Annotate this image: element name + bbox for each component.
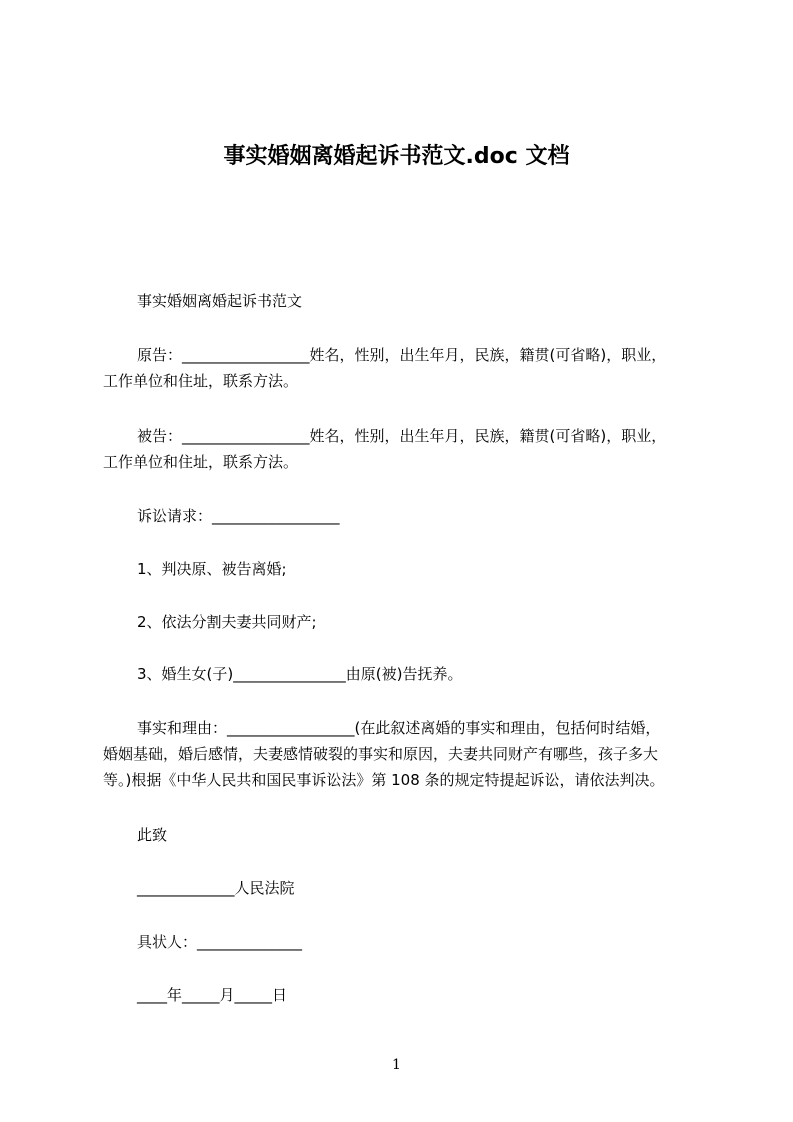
facts-line-1: 事实和理由：_________________(在此叙述离婚的事实和理由，包括何时结婚，: [137, 719, 661, 737]
court-line: _____________人民法院: [137, 879, 295, 897]
salutation: 此致: [137, 826, 168, 844]
page-number: 1: [392, 1057, 401, 1073]
petitioner-line: 具状人：______________: [137, 933, 303, 951]
section-heading: 事实婚姻离婚起诉书范文: [137, 292, 303, 310]
claims-label: 诉讼请求：_________________: [137, 507, 340, 525]
facts-line-3: 等。)根据《中华人民共和国民事诉讼法》第 108 条的规定特提起诉讼，请依法判决。: [103, 771, 665, 789]
claim-item: 2、依法分割夫妻共同财产;: [137, 613, 317, 631]
defendant-line-2: 工作单位和住址，联系方法。: [103, 453, 299, 471]
plaintiff-line-2: 工作单位和住址，联系方法。: [103, 372, 299, 390]
claim-item: 1、判决原、被告离婚;: [137, 560, 287, 578]
date-line: ____年_____月_____日: [137, 986, 288, 1004]
facts-paragraph: [103, 715, 697, 793]
document-title: 事实婚姻离婚起诉书范文.doc 文档: [223, 144, 570, 169]
defendant-line-1: 被告：_________________姓名，性别，出生年月，民族，籍贯(可省略)，职业，: [137, 427, 667, 445]
plaintiff-line-1: 原告：_________________姓名，性别，出生年月，民族，籍贯(可省略)，职业，: [137, 346, 667, 364]
claim-item: 3、婚生女(子)_______________由原(被)告抚养。: [137, 665, 463, 683]
facts-line-2: 婚姻基础，婚后感情，夫妻感情破裂的事实和原因，夫妻共同财产有哪些，孩子多大: [103, 745, 659, 763]
